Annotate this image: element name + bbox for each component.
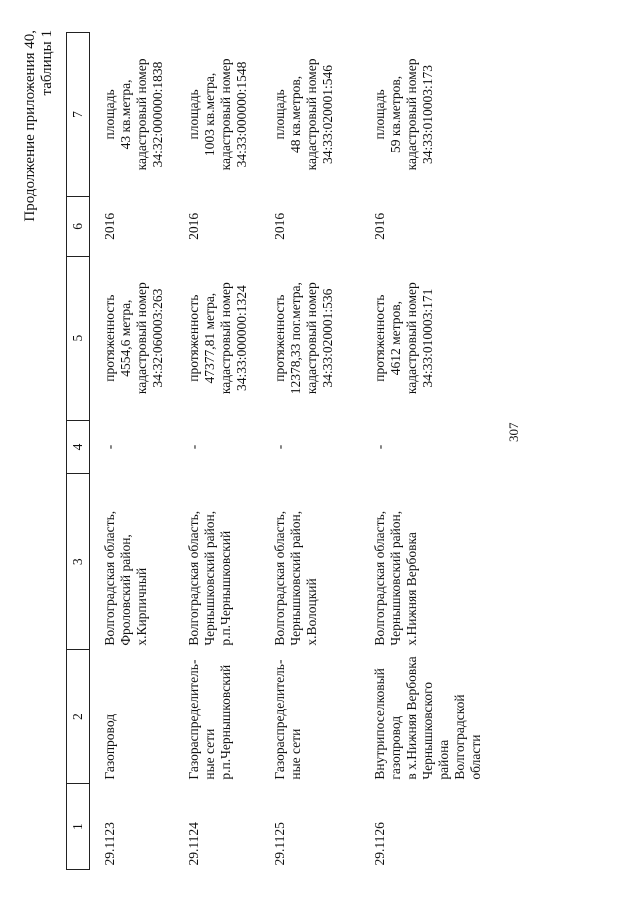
text-line: 34:32:000000:1838 (150, 61, 165, 168)
text-line: Волгоградской (452, 694, 467, 780)
text-line: 34:33:020001:546 (320, 64, 335, 164)
text-line: газопровод (388, 715, 403, 780)
column-header: 1 (67, 784, 90, 870)
object-name (260, 650, 360, 784)
text-line: 34:33:000000:1324 (234, 285, 249, 392)
text-line: Газораспределитель- (186, 659, 201, 780)
text-line: кадастровый номер (304, 58, 319, 171)
object-address (360, 474, 492, 650)
text-line: кадастровый номер (404, 58, 419, 171)
text-line: Чернышковский район, (202, 510, 217, 646)
object-name (174, 650, 260, 784)
text-line: кадастровый номер (404, 282, 419, 395)
text-line: Волгоградская область, (272, 510, 287, 646)
object-details (174, 33, 260, 197)
column-4-value: - (272, 444, 287, 450)
property-table (66, 32, 492, 870)
text-line: Фроловский район, (118, 534, 133, 646)
text-line: 43 кв.метра, (118, 79, 133, 150)
text-line: Волгоградская область, (186, 510, 201, 646)
year: 2016 (272, 212, 287, 240)
column-4-value: - (102, 444, 117, 450)
text-line: 1003 кв.метра, (202, 72, 217, 157)
text-line: района (436, 739, 451, 780)
column-number-row (67, 33, 90, 870)
row-number: 29.1124 (186, 822, 201, 866)
object-description (174, 256, 260, 420)
object-details (360, 33, 492, 197)
column-header: 2 (67, 650, 90, 784)
object-description (360, 256, 492, 420)
caption-line-1: Продолжение приложения 40, (22, 30, 38, 222)
text-line: протяженность (272, 294, 287, 382)
rotated-page-content (22, 30, 582, 870)
text-line: р.п.Чернышковский (218, 664, 233, 780)
object-description (90, 256, 175, 420)
text-line: 34:33:020001:536 (320, 288, 335, 388)
text-line: площадь (272, 89, 287, 140)
year: 2016 (186, 212, 201, 240)
text-line: 12378,33 пог.метра, (288, 282, 303, 395)
text-line: Газопровод (102, 713, 117, 780)
text-line: 34:33:010003:173 (420, 64, 435, 164)
table-row (174, 33, 260, 870)
text-line: Чернышковского (420, 681, 435, 780)
table-row (90, 33, 175, 870)
caption-line-2: таблицы 1 (39, 30, 55, 96)
text-line: 47377,81 метра, (202, 292, 217, 384)
table-row (260, 33, 360, 870)
row-number: 29.1126 (372, 822, 387, 866)
text-line: 4554,6 метра, (118, 299, 133, 377)
text-line: кадастровый номер (134, 282, 149, 395)
column-4-value: - (186, 444, 201, 450)
text-line: площадь (186, 89, 201, 140)
text-line: протяженность (186, 294, 201, 382)
text-line: 4612 метров, (388, 301, 403, 376)
column-header: 3 (67, 474, 90, 650)
year: 2016 (372, 212, 387, 240)
text-line: ные сети (202, 728, 217, 780)
text-line: Внутрипоселковый (372, 668, 387, 780)
text-line: 48 кв.метров, (288, 75, 303, 153)
object-address (174, 474, 260, 650)
text-line: протяженность (372, 294, 387, 382)
text-line: кадастровый номер (134, 58, 149, 171)
column-header: 6 (67, 196, 90, 256)
text-line: области (468, 734, 483, 780)
text-line: х.Волоцкий (304, 578, 319, 646)
text-line: 34:33:010003:171 (420, 288, 435, 388)
text-line: Волгоградская область, (372, 510, 387, 646)
object-description (260, 256, 360, 420)
text-line: площадь (102, 89, 117, 140)
text-line: Чернышковский район, (388, 510, 403, 646)
text-line: в х.Нижняя Вербовка (404, 656, 419, 780)
object-name (90, 650, 175, 784)
column-header: 4 (67, 420, 90, 474)
text-line: Волгоградская область, (102, 510, 117, 646)
table-caption (22, 30, 56, 222)
text-line: Чернышковский район, (288, 510, 303, 646)
row-number: 29.1125 (272, 822, 287, 866)
text-line: ные сети (288, 728, 303, 780)
text-line: протяженность (102, 294, 117, 382)
text-line: Газораспределитель- (272, 659, 287, 780)
text-line: 59 кв.метров, (388, 75, 403, 153)
column-4-value: - (372, 444, 387, 450)
text-line: х.Кирпичный (134, 567, 149, 646)
year: 2016 (102, 212, 117, 240)
column-header: 7 (67, 33, 90, 197)
table-row (360, 33, 492, 870)
object-address (260, 474, 360, 650)
column-header: 5 (67, 256, 90, 420)
text-line: р.п.Чернышковский (218, 530, 233, 646)
page-number: 307 (506, 422, 521, 442)
text-line: 34:32:060003:263 (150, 288, 165, 388)
object-details (260, 33, 360, 197)
text-line: площадь (372, 89, 387, 140)
text-line: кадастровый номер (218, 58, 233, 171)
text-line: 34:33:000000:1548 (234, 61, 249, 168)
text-line: кадастровый номер (218, 282, 233, 395)
text-line: х.Нижняя Вербовка (404, 532, 419, 646)
object-details (90, 33, 175, 197)
object-address (90, 474, 175, 650)
row-number: 29.1123 (102, 822, 117, 866)
object-name (360, 650, 492, 784)
text-line: кадастровый номер (304, 282, 319, 395)
